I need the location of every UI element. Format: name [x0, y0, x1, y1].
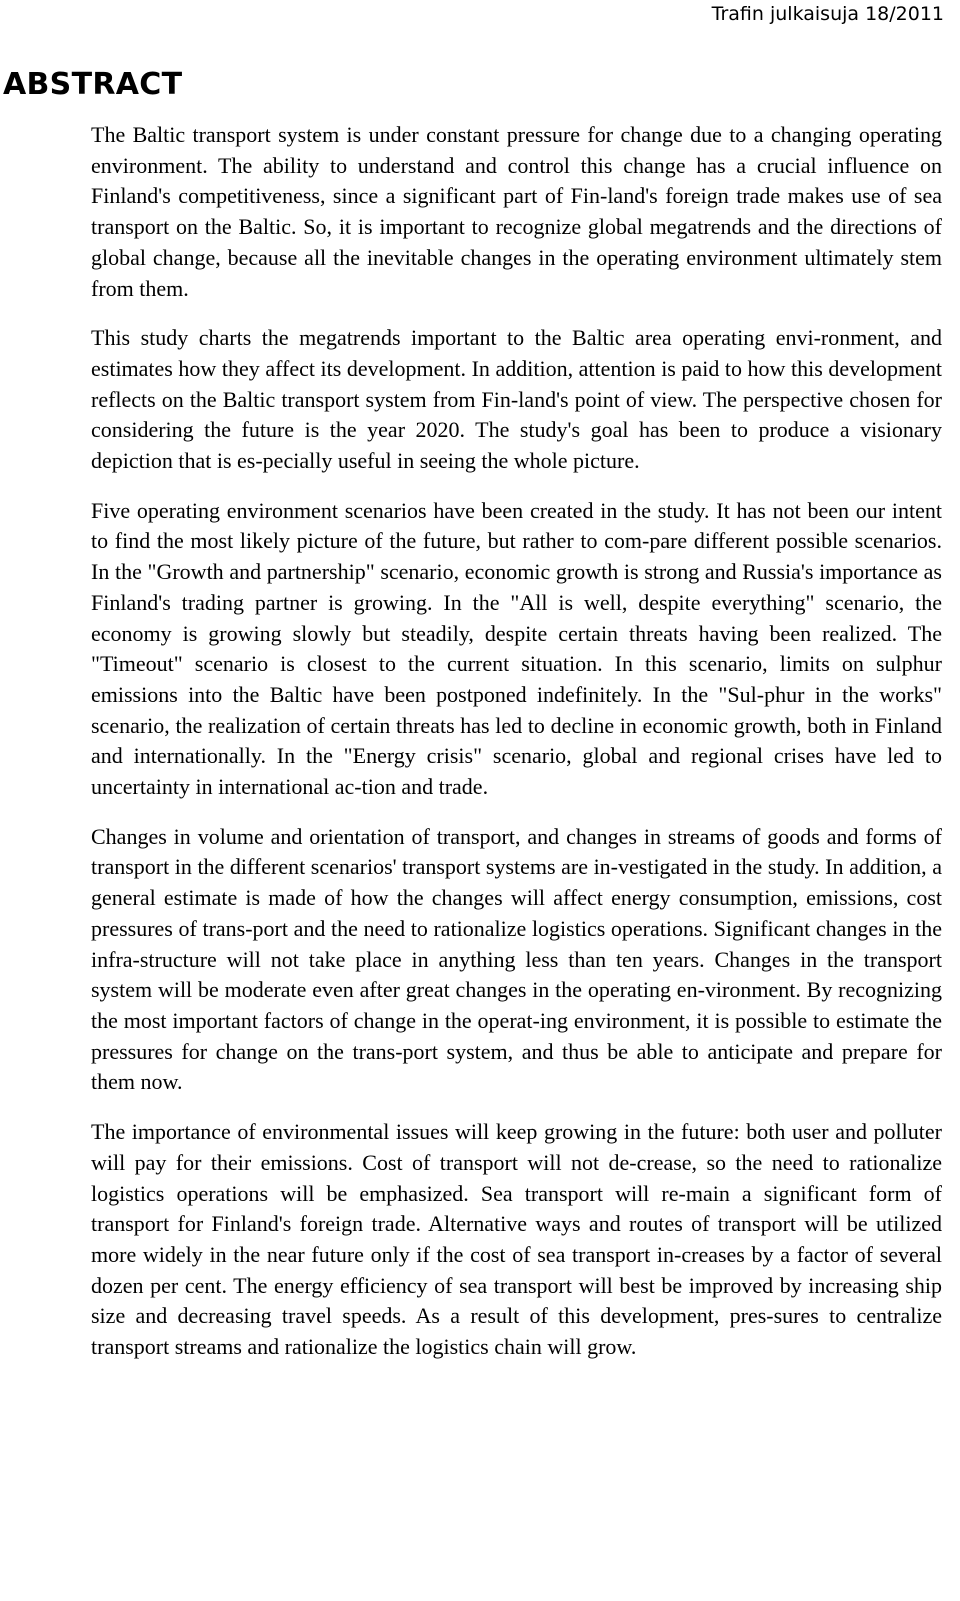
- paragraph-2: This study charts the megatrends important to the Baltic area operating envi-ronment, and estimates how they affect its development. In addition, attention is paid to how this development reflects on the Baltic transport system from Fin-land's point of view. The perspective chosen for considering the future is the year 2020. The study's goal has been to produce a visionary depiction that is es-pecially useful in seeing the whole picture.: [91, 325, 942, 474]
- paragraph-3: Five operating environment scenarios have been created in the study. It has not been our intent to find the most likely picture of the future, but rather to com-pare different possible scenarios. In the "Growth and partnership" scenario, economic growth is strong and Russia's importance as Finland's trading partner is growing. In the "All is well, despite everything" scenario, the economy is growing slowly but steadily, despite certain threats having been realized. The "Timeout" scenario is closest to the current situation. In this scenario, limits on sulphur emissions into the Baltic have been postponed indefinitely. In the "Sul-phur in the works" scenario, the realization of certain threats has led to decline in economic growth, both in Finland and internationally. In the "Energy crisis" scenario, global and regional crises have led to uncertainty in international ac-tion and trade.: [91, 497, 942, 800]
- paragraph-5: The importance of environmental issues will keep growing in the future: both user and polluter will pay for their emissions. Cost of transport will not de-crease, so the need to rationalize logistics operations will be emphasized. Sea transport will re-main a significant form of transport for Finland's foreign trade. Alternative ways and routes of transport will be utilized more widely in the near future only if the cost of sea transport in-creases by a factor of several dozen per cent. The energy efficiency of sea transport will best be improved by increasing ship size and decreasing travel speeds. As a result of this development, pres-sures to centralize transport streams and rationalize the logistics chain will grow.: [91, 1119, 942, 1360]
- abstract-body: [91, 120, 942, 1363]
- section-heading: ABSTRACT: [3, 67, 183, 102]
- paragraph-1: The Baltic transport system is under constant pressure for change due to a changing operating environment. The ability to understand and control this change has a crucial influence on Finland's competitiveness, since a significant part of Fin-land's foreign trade makes use of sea transport on the Baltic. So, it is important to recognize global megatrends and the directions of global change, because all the inevitable changes in the operating environment ultimately stem from them.: [91, 122, 942, 301]
- paragraph-4: Changes in volume and orientation of transport, and changes in streams of goods and forms of transport in the different scenarios' transport systems are in-vestigated in the study. In addition, a general estimate is made of how the changes will affect energy consumption, emissions, cost pressures of trans-port and the need to rationalize logistics operations. Significant changes in the infra-structure will not take place in anything less than ten years. Changes in the transport system will be moderate even after great changes in the operating en-vironment. By recognizing the most important factors of change in the operat-ing environment, it is possible to estimate the pressures for change on the trans-port system, and thus be able to anticipate and prepare for them now.: [91, 823, 942, 1095]
- running-header: Trafin julkaisuja 18/2011: [711, 3, 944, 25]
